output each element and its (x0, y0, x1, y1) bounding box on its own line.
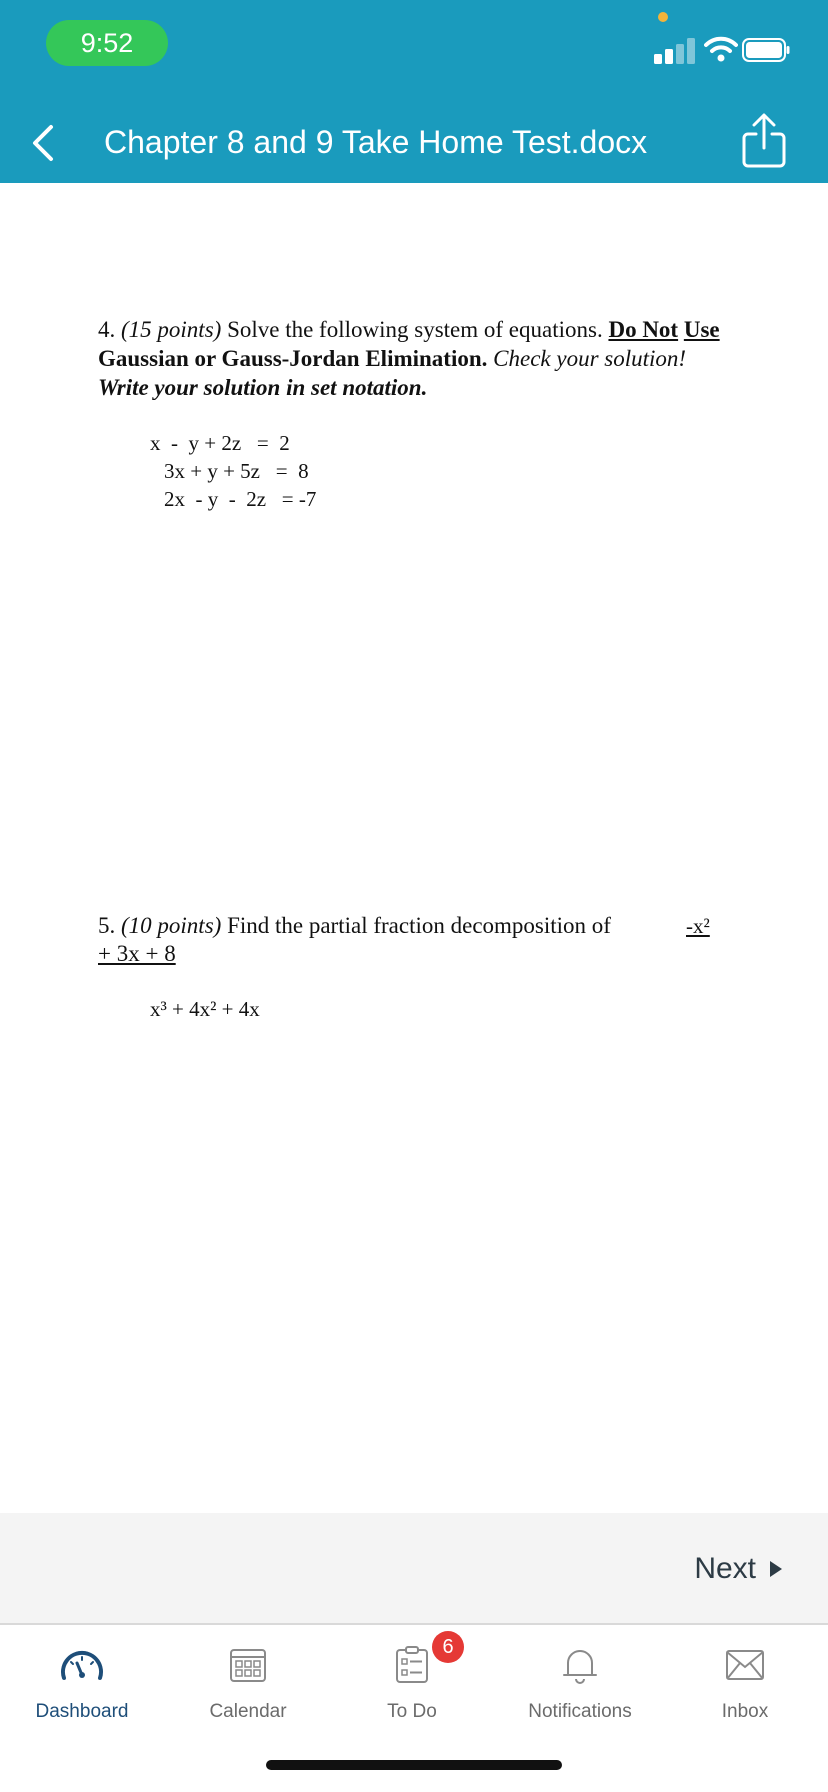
q4-equation-2: 3x + y + 5z = 8 (164, 459, 309, 483)
tab-calendar-label: Calendar (209, 1701, 287, 1722)
q4-do-not: Do Not (608, 317, 679, 342)
q5-number: 5. (98, 913, 116, 938)
tab-notifications[interactable] (500, 1627, 660, 1727)
q4-write: Write your solution in set notation. (98, 375, 428, 400)
tab-todo-label: To Do (387, 1701, 437, 1722)
q5-numerator-part2: + 3x + 8 (98, 941, 176, 966)
q4-check: Check your solution! (487, 346, 687, 371)
q4-equation-3: 2x - y - 2z = -7 (164, 487, 317, 511)
tab-todo[interactable] (350, 1627, 474, 1727)
todo-list-icon (395, 1637, 429, 1693)
document-viewer[interactable] (0, 183, 828, 1513)
q4-text1: Solve the following system of equations. (221, 317, 609, 342)
dashboard-gauge-icon (57, 1637, 107, 1693)
privacy-indicator-dot (658, 12, 668, 22)
q5-denominator: x³ + 4x² + 4x (150, 997, 260, 1021)
q4-number: 4. (98, 317, 116, 342)
q5-text: Find the partial fraction decomposition of (221, 913, 611, 938)
tab-inbox-label: Inbox (721, 1701, 769, 1722)
question-5 (98, 911, 738, 940)
calendar-icon (229, 1637, 267, 1693)
bell-icon (560, 1637, 600, 1693)
play-arrow-icon (770, 1561, 782, 1577)
q4-use: Use (683, 317, 720, 342)
todo-count-badge: 6 (432, 1631, 464, 1663)
document-title: Chapter 8 and 9 Take Home Test.docx (104, 124, 648, 160)
status-time: 9:52 (46, 20, 168, 66)
mail-icon (725, 1637, 765, 1693)
q4-text2: Gaussian or Gauss-Jordan Elimination. (98, 346, 488, 371)
tab-notifications-label: Notifications (528, 1701, 632, 1722)
chevron-left-icon (29, 123, 57, 163)
battery-icon (742, 38, 790, 62)
q4-points: (15 points) (121, 317, 222, 342)
tab-inbox[interactable] (700, 1627, 790, 1727)
navigation-bar (0, 1513, 828, 1625)
wifi-icon (704, 34, 738, 64)
back-button[interactable] (18, 118, 68, 168)
home-indicator[interactable] (266, 1760, 562, 1770)
q5-numerator-part1: -x² (686, 914, 710, 938)
q4-equation-1: x - y + 2z = 2 (150, 431, 290, 455)
next-label: Next (694, 1552, 756, 1585)
next-button[interactable] (694, 1547, 782, 1591)
share-button[interactable] (740, 112, 788, 170)
cellular-signal-icon (652, 36, 712, 64)
question-4 (98, 315, 738, 402)
tab-dashboard-label: Dashboard (35, 1701, 129, 1722)
q5-points: (10 points) (121, 913, 222, 938)
top-bar (0, 0, 828, 183)
share-icon (740, 112, 788, 170)
tab-dashboard[interactable] (20, 1627, 144, 1727)
tab-calendar[interactable] (186, 1627, 310, 1727)
